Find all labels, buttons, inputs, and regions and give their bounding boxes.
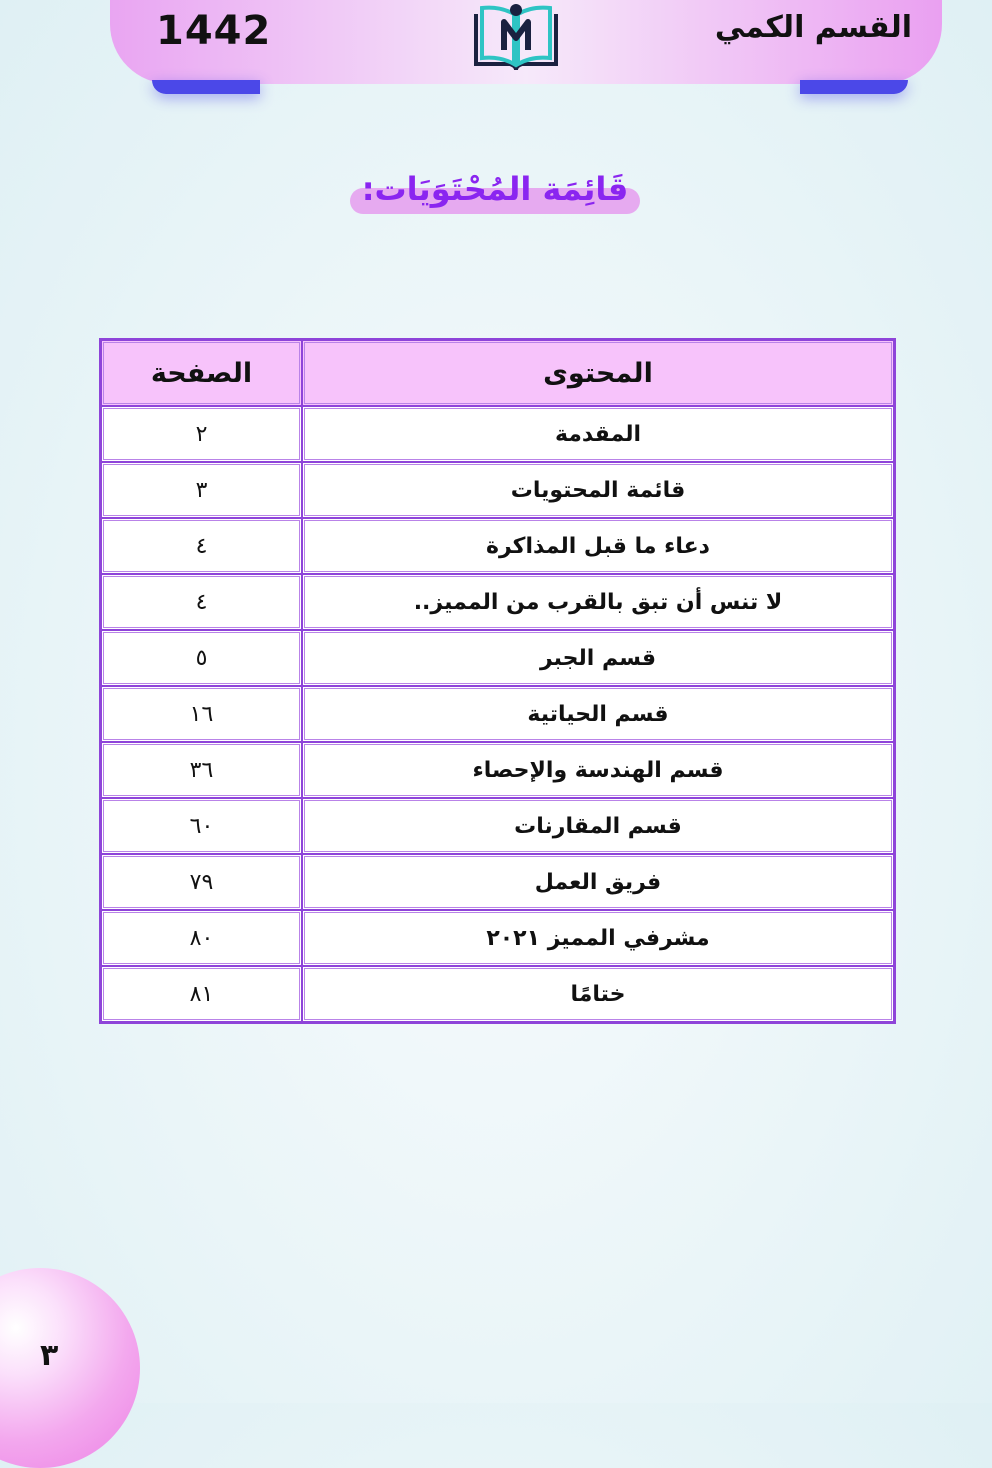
row-content: المقدمة [302,406,894,462]
row-content: قسم الهندسة والإحصاء [302,742,894,798]
table-row [101,910,894,966]
column-header-content: المحتوى [302,340,894,406]
row-page: ٥ [101,630,302,686]
row-content: مشرفي المميز ٢٠٢١ [302,910,894,966]
row-page: ١٦ [101,686,302,742]
row-page: ٢ [101,406,302,462]
table-row [101,462,894,518]
row-page: ٤ [101,518,302,574]
row-page: ٨١ [101,966,302,1022]
row-content: ختامًا [302,966,894,1022]
book-logo-icon [470,0,562,74]
table-row [101,854,894,910]
row-content: قسم الجبر [302,630,894,686]
row-page: ٨٠ [101,910,302,966]
row-content: قائمة المحتويات [302,462,894,518]
table-row [101,798,894,854]
toc-title: قَائِمَة المُحْتَوَيَات: [361,170,629,208]
decorative-sphere [0,1268,140,1468]
page-number: ٣ [40,1338,59,1373]
column-header-page: الصفحة [101,340,302,406]
row-page: ٤ [101,574,302,630]
row-content: لا تنس أن تبق بالقرب من المميز.. [302,574,894,630]
table-row [101,574,894,630]
table-row [101,742,894,798]
row-content: فريق العمل [302,854,894,910]
row-content: قسم المقارنات [302,798,894,854]
header-tab-right [800,80,908,94]
row-page: ٦٠ [101,798,302,854]
table-row [101,630,894,686]
table-row [101,518,894,574]
table-header-row [101,340,894,406]
table-row [101,686,894,742]
row-page: ٣٦ [101,742,302,798]
toc-table [99,338,896,1024]
table-row [101,966,894,1022]
row-page: ٣ [101,462,302,518]
row-content: قسم الحياتية [302,686,894,742]
header-year: 1442 [156,8,272,54]
toc-title-wrap [350,170,640,230]
table-row [101,406,894,462]
row-page: ٧٩ [101,854,302,910]
header-tab-left [152,80,260,94]
header-department: القسم الكمي [714,10,912,45]
row-content: دعاء ما قبل المذاكرة [302,518,894,574]
